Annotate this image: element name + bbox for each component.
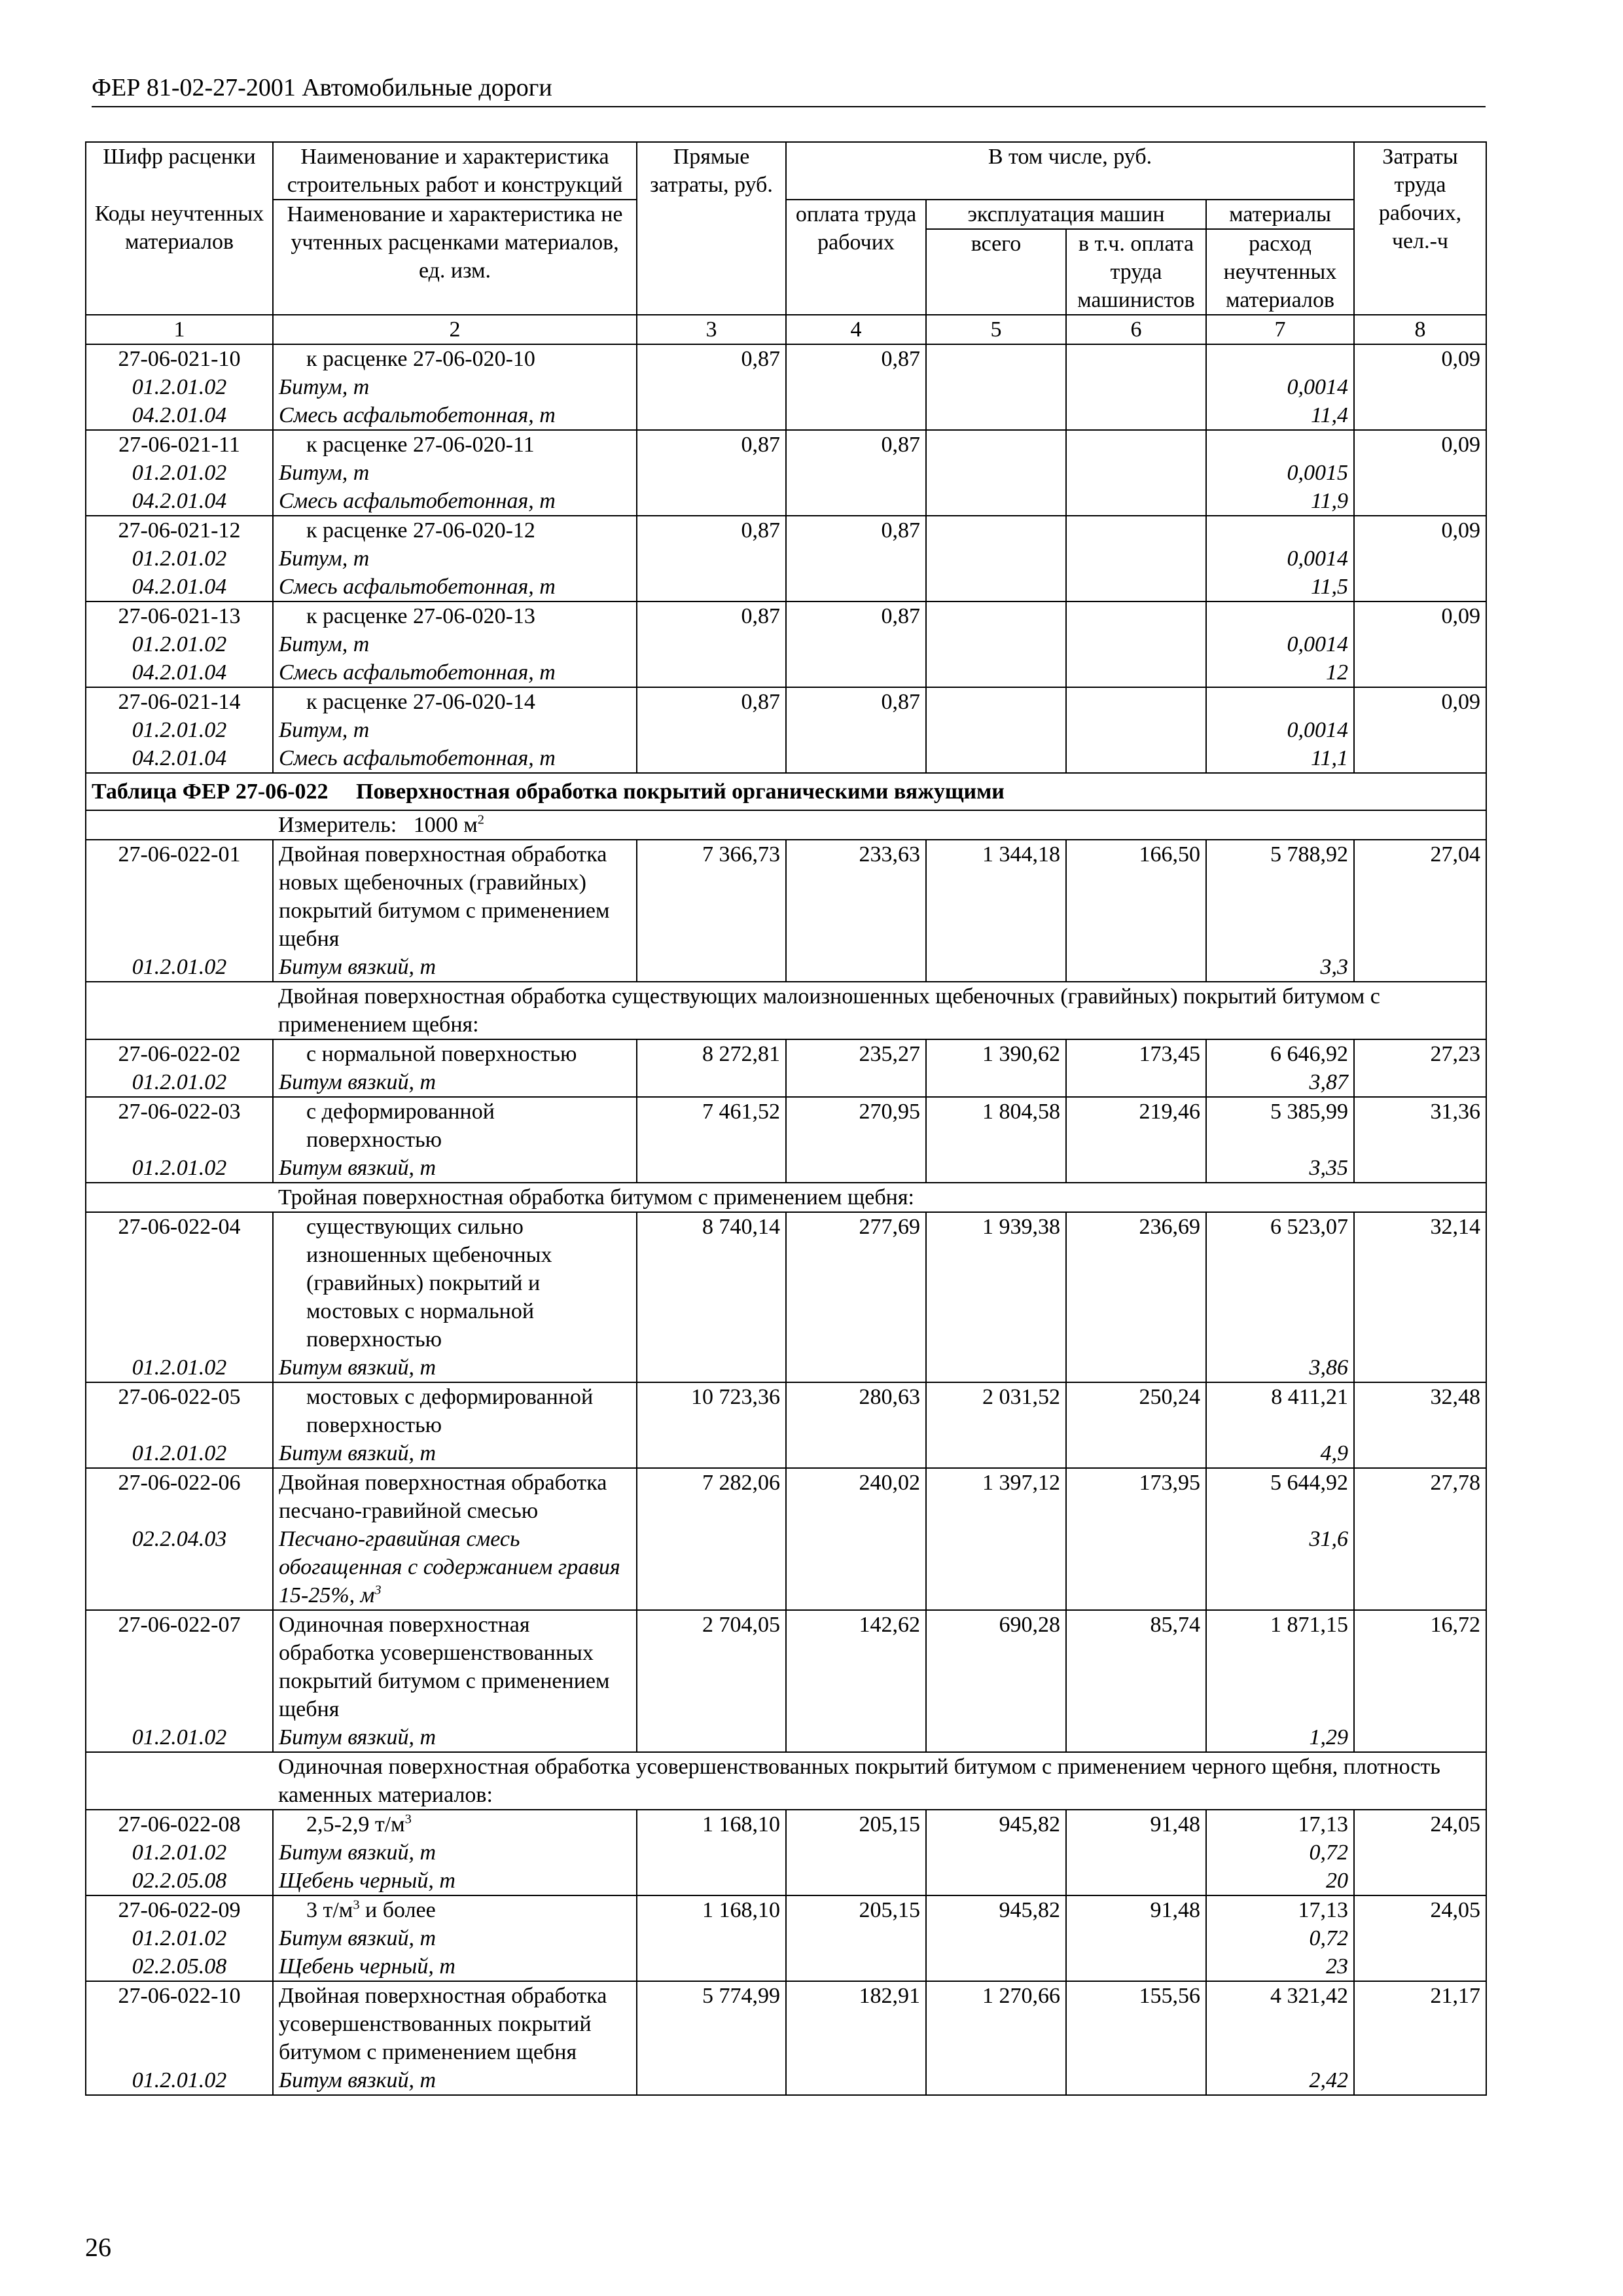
header-mat-unacc: расход неучтенных материалов bbox=[1206, 229, 1354, 315]
material-row bbox=[86, 1839, 1486, 1867]
row-mach-total: 1 397,12 bbox=[926, 1468, 1066, 1525]
material-name: Битум, т bbox=[273, 373, 637, 401]
row-wages: 270,95 bbox=[786, 1097, 926, 1154]
material-row bbox=[86, 373, 1486, 401]
row-mach-wages: 155,56 bbox=[1066, 1981, 1206, 2066]
row-code: 27-06-021-10 bbox=[86, 344, 273, 373]
row-name-tail: и более bbox=[359, 1898, 436, 1922]
row-labor: 31,36 bbox=[1354, 1097, 1486, 1154]
row-direct: 2 704,05 bbox=[637, 1610, 786, 1723]
material-name: Битум вязкий, т bbox=[273, 1924, 637, 1952]
material-code: 01.2.01.02 bbox=[86, 459, 273, 487]
row-mach-wages: 173,95 bbox=[1066, 1468, 1206, 1525]
material-code: 02.2.04.03 bbox=[86, 1525, 273, 1610]
row-mach-wages: 173,45 bbox=[1066, 1039, 1206, 1068]
material-name: Битум вязкий, т bbox=[273, 1354, 637, 1382]
table-row bbox=[86, 840, 1486, 953]
material-code: 01.2.01.02 bbox=[86, 373, 273, 401]
row-code: 27-06-021-13 bbox=[86, 601, 273, 630]
material-code: 04.2.01.04 bbox=[86, 573, 273, 601]
row-direct: 7 461,52 bbox=[637, 1097, 786, 1154]
table-row bbox=[86, 344, 1486, 373]
row-wages: 205,15 bbox=[786, 1810, 926, 1839]
material-code: 01.2.01.02 bbox=[86, 630, 273, 658]
material-name: Смесь асфальтобетонная, т bbox=[273, 744, 637, 773]
measure-label: Измеритель: bbox=[278, 813, 397, 837]
group-title: Двойная поверхностная обработка существующих малоизношенных щебеночных (гравийных) покрытий битумом с применением щебня: bbox=[273, 982, 1486, 1039]
header-incl: В том числе, руб. bbox=[786, 142, 1354, 200]
row-code: 27-06-022-08 bbox=[86, 1810, 273, 1839]
group-title: Тройная поверхностная обработка битумом с применением щебня: bbox=[273, 1183, 1486, 1212]
material-value: 3,35 bbox=[1206, 1154, 1354, 1183]
header-wages: оплата труда рабочих bbox=[786, 200, 926, 315]
row-labor: 24,05 bbox=[1354, 1895, 1486, 1924]
row-direct: 1 168,10 bbox=[637, 1810, 786, 1839]
material-value: 23 bbox=[1206, 1952, 1354, 1981]
row-direct: 0,87 bbox=[637, 601, 786, 630]
col-num: 8 bbox=[1354, 315, 1486, 344]
row-mach-total: 1 804,58 bbox=[926, 1097, 1066, 1154]
material-value: 0,0014 bbox=[1206, 545, 1354, 573]
col-num: 4 bbox=[786, 315, 926, 344]
row-labor: 0,09 bbox=[1354, 430, 1486, 459]
row-labor: 21,17 bbox=[1354, 1981, 1486, 2066]
material-row bbox=[86, 1723, 1486, 1752]
material-code: 01.2.01.02 bbox=[86, 1354, 273, 1382]
row-name: к расценке 27-06-020-10 bbox=[273, 344, 637, 373]
material-row bbox=[86, 1439, 1486, 1468]
row-mach-total: 1 270,66 bbox=[926, 1981, 1066, 2066]
material-value: 11,4 bbox=[1206, 401, 1354, 430]
row-labor: 27,23 bbox=[1354, 1039, 1486, 1068]
row-wages: 0,87 bbox=[786, 687, 926, 716]
material-value: 11,9 bbox=[1206, 487, 1354, 516]
page-header: ФЕР 81-02-27-2001 Автомобильные дороги bbox=[92, 73, 1486, 107]
header-mach: эксплуатация машин bbox=[926, 200, 1206, 229]
material-row bbox=[86, 401, 1486, 430]
material-name: Битум вязкий, т bbox=[273, 2066, 637, 2095]
material-code: 01.2.01.02 bbox=[86, 1839, 273, 1867]
material-name: Щебень черный, т bbox=[273, 1867, 637, 1895]
material-name: Щебень черный, т bbox=[273, 1952, 637, 1981]
material-value: 3,86 bbox=[1206, 1354, 1354, 1382]
col-num: 5 bbox=[926, 315, 1066, 344]
group-row bbox=[86, 1752, 1486, 1810]
page-number: 26 bbox=[85, 2233, 111, 2262]
row-wages: 280,63 bbox=[786, 1382, 926, 1439]
row-code: 27-06-022-05 bbox=[86, 1382, 273, 1439]
material-value: 3,3 bbox=[1206, 953, 1354, 982]
row-direct: 0,87 bbox=[637, 344, 786, 373]
row-direct: 10 723,36 bbox=[637, 1382, 786, 1439]
material-value: 0,0014 bbox=[1206, 373, 1354, 401]
row-mach-wages: 219,46 bbox=[1066, 1097, 1206, 1154]
table-row bbox=[86, 1097, 1486, 1154]
material-value: 3,87 bbox=[1206, 1068, 1354, 1097]
table-row bbox=[86, 1468, 1486, 1525]
material-name: Смесь асфальтобетонная, т bbox=[273, 658, 637, 687]
row-labor: 0,09 bbox=[1354, 344, 1486, 373]
row-name: с деформированной поверхностью bbox=[273, 1097, 637, 1154]
material-value: 0,0014 bbox=[1206, 716, 1354, 744]
row-name bbox=[273, 1895, 637, 1924]
table-row bbox=[86, 1895, 1486, 1924]
row-materials: 1 871,15 bbox=[1206, 1610, 1354, 1723]
material-unit-sup: 3 bbox=[374, 1583, 382, 1598]
row-direct: 0,87 bbox=[637, 687, 786, 716]
material-value: 2,42 bbox=[1206, 2066, 1354, 2095]
row-code: 27-06-022-01 bbox=[86, 840, 273, 953]
material-value: 4,9 bbox=[1206, 1439, 1354, 1468]
group-title: Одиночная поверхностная обработка усовершенствованных покрытий битумом с применением черного щебня, плотность каменных материалов: bbox=[273, 1752, 1486, 1810]
material-row bbox=[86, 545, 1486, 573]
measure bbox=[273, 810, 1486, 840]
col-num: 2 bbox=[273, 315, 637, 344]
row-direct: 8 272,81 bbox=[637, 1039, 786, 1068]
row-name: Одиночная поверхностная обработка усовершенствованных покрытий битумом с применением щебня bbox=[273, 1610, 637, 1723]
row-name: Двойная поверхностная обработка песчано-гравийной смесью bbox=[273, 1468, 637, 1525]
row-mach-wages: 166,50 bbox=[1066, 840, 1206, 953]
material-row bbox=[86, 2066, 1486, 2095]
material-value: 31,6 bbox=[1206, 1525, 1354, 1610]
row-materials: 5 788,92 bbox=[1206, 840, 1354, 953]
row-wages: 235,27 bbox=[786, 1039, 926, 1068]
row-mach-wages: 91,48 bbox=[1066, 1810, 1206, 1839]
material-code: 01.2.01.02 bbox=[86, 716, 273, 744]
material-row bbox=[86, 1068, 1486, 1097]
material-row bbox=[86, 744, 1486, 773]
row-name-text: 3 т/м bbox=[306, 1898, 353, 1922]
material-code: 01.2.01.02 bbox=[86, 1924, 273, 1952]
material-name: Битум, т bbox=[273, 459, 637, 487]
row-direct: 8 740,14 bbox=[637, 1212, 786, 1354]
row-name: с нормальной поверхностью bbox=[273, 1039, 637, 1068]
material-name: Битум, т bbox=[273, 716, 637, 744]
table-row bbox=[86, 1212, 1486, 1354]
material-code: 01.2.01.02 bbox=[86, 1068, 273, 1097]
row-mach-wages: 236,69 bbox=[1066, 1212, 1206, 1354]
row-direct: 0,87 bbox=[637, 516, 786, 545]
header-materials: материалы bbox=[1206, 200, 1354, 229]
material-code: 02.2.05.08 bbox=[86, 1952, 273, 1981]
row-code: 27-06-022-10 bbox=[86, 1981, 273, 2066]
material-name: Смесь асфальтобетонная, т bbox=[273, 401, 637, 430]
row-name: к расценке 27-06-020-13 bbox=[273, 601, 637, 630]
header-direct: Прямые затраты, руб. bbox=[637, 142, 786, 315]
table-row bbox=[86, 601, 1486, 630]
row-code: 27-06-022-07 bbox=[86, 1610, 273, 1723]
table-title: Таблица ФЕР 27-06-022 Поверхностная обработка покрытий органическими вяжущими bbox=[86, 773, 1486, 810]
material-name: Битум, т bbox=[273, 545, 637, 573]
rows-022 bbox=[86, 840, 1486, 2095]
material-code: 04.2.01.04 bbox=[86, 487, 273, 516]
material-row bbox=[86, 459, 1486, 487]
row-name: Двойная поверхностная обработка новых щебеночных (гравийных) покрытий битумом с применением щебня bbox=[273, 840, 637, 953]
row-code: 27-06-022-09 bbox=[86, 1895, 273, 1924]
material-value: 0,0014 bbox=[1206, 630, 1354, 658]
row-mach-total: 1 344,18 bbox=[926, 840, 1066, 953]
rows-021 bbox=[86, 344, 1486, 773]
row-code: 27-06-022-04 bbox=[86, 1212, 273, 1354]
row-name-text: 2,5-2,9 т/м bbox=[306, 1812, 405, 1837]
row-name: к расценке 27-06-020-14 bbox=[273, 687, 637, 716]
row-name: Двойная поверхностная обработка усовершенствованных покрытий битумом с применением щебня bbox=[273, 1981, 637, 2066]
row-mach-wages: 250,24 bbox=[1066, 1382, 1206, 1439]
material-name: Битум вязкий, т bbox=[273, 1439, 637, 1468]
row-mach-wages: 91,48 bbox=[1066, 1895, 1206, 1924]
material-name: Битум вязкий, т bbox=[273, 1068, 637, 1097]
row-labor: 27,78 bbox=[1354, 1468, 1486, 1525]
material-row bbox=[86, 716, 1486, 744]
row-mach-total: 1 939,38 bbox=[926, 1212, 1066, 1354]
material-value: 1,29 bbox=[1206, 1723, 1354, 1752]
row-wages: 240,02 bbox=[786, 1468, 926, 1525]
row-labor: 16,72 bbox=[1354, 1610, 1486, 1723]
material-row bbox=[86, 487, 1486, 516]
row-wages: 0,87 bbox=[786, 430, 926, 459]
header-labor: Затраты труда рабочих, чел.-ч bbox=[1354, 142, 1486, 315]
table-022 bbox=[86, 773, 1486, 840]
header-name-unacc: Наименование и характеристика не учтенных расценками материалов, ед. изм. bbox=[273, 200, 637, 315]
material-name: Битум вязкий, т bbox=[273, 1154, 637, 1183]
material-name: Смесь асфальтобетонная, т bbox=[273, 573, 637, 601]
row-mach-total: 2 031,52 bbox=[926, 1382, 1066, 1439]
row-code: 27-06-022-03 bbox=[86, 1097, 273, 1154]
row-wages: 0,87 bbox=[786, 516, 926, 545]
table-header bbox=[86, 142, 1486, 344]
material-code: 01.2.01.02 bbox=[86, 1439, 273, 1468]
table-row bbox=[86, 1981, 1486, 2066]
row-direct: 1 168,10 bbox=[637, 1895, 786, 1924]
material-value: 0,0015 bbox=[1206, 459, 1354, 487]
row-mach-total: 690,28 bbox=[926, 1610, 1066, 1723]
row-direct: 5 774,99 bbox=[637, 1981, 786, 2066]
row-code: 27-06-021-11 bbox=[86, 430, 273, 459]
row-materials: 8 411,21 bbox=[1206, 1382, 1354, 1439]
material-value: 11,5 bbox=[1206, 573, 1354, 601]
row-labor: 32,48 bbox=[1354, 1382, 1486, 1439]
table-row bbox=[86, 516, 1486, 545]
material-code: 01.2.01.02 bbox=[86, 545, 273, 573]
material-code: 01.2.01.02 bbox=[86, 1723, 273, 1752]
header-name: Наименование и характеристика строительных работ и конструкций bbox=[273, 142, 637, 200]
row-materials: 17,13 bbox=[1206, 1810, 1354, 1839]
row-code: 27-06-021-12 bbox=[86, 516, 273, 545]
col-num: 7 bbox=[1206, 315, 1354, 344]
row-materials: 5 385,99 bbox=[1206, 1097, 1354, 1154]
material-code: 04.2.01.04 bbox=[86, 658, 273, 687]
row-wages: 182,91 bbox=[786, 1981, 926, 2066]
material-value: 12 bbox=[1206, 658, 1354, 687]
col-num: 6 bbox=[1066, 315, 1206, 344]
material-code: 01.2.01.02 bbox=[86, 1154, 273, 1183]
row-direct: 0,87 bbox=[637, 430, 786, 459]
material-name-text: Песчано-гравийная смесь обогащенная с содержанием гравия 15-25%, м bbox=[279, 1527, 620, 1607]
table-row bbox=[86, 1039, 1486, 1068]
measure-value: 1000 м bbox=[413, 813, 478, 837]
row-wages: 277,69 bbox=[786, 1212, 926, 1354]
row-labor: 0,09 bbox=[1354, 516, 1486, 545]
material-row bbox=[86, 630, 1486, 658]
material-name: Битум вязкий, т bbox=[273, 1839, 637, 1867]
material-row bbox=[86, 1154, 1486, 1183]
price-table bbox=[85, 141, 1487, 2096]
row-name: мостовых с деформированной поверхностью bbox=[273, 1382, 637, 1439]
material-name bbox=[273, 1525, 637, 1610]
material-code: 04.2.01.04 bbox=[86, 401, 273, 430]
measure-sup: 2 bbox=[477, 812, 484, 827]
row-labor: 0,09 bbox=[1354, 687, 1486, 716]
row-mach-wages: 85,74 bbox=[1066, 1610, 1206, 1723]
material-value: 20 bbox=[1206, 1867, 1354, 1895]
row-direct: 7 282,06 bbox=[637, 1468, 786, 1525]
table-row bbox=[86, 430, 1486, 459]
col-num: 3 bbox=[637, 315, 786, 344]
row-name: к расценке 27-06-020-11 bbox=[273, 430, 637, 459]
row-name-sup: 3 bbox=[353, 1897, 360, 1912]
row-labor: 0,09 bbox=[1354, 601, 1486, 630]
row-name: к расценке 27-06-020-12 bbox=[273, 516, 637, 545]
group-row bbox=[86, 982, 1486, 1039]
material-code: 01.2.01.02 bbox=[86, 953, 273, 982]
material-value: 0,72 bbox=[1206, 1839, 1354, 1867]
header-mach-wages: в т.ч. оплата труда машинистов bbox=[1066, 229, 1206, 315]
material-row bbox=[86, 1525, 1486, 1610]
material-row bbox=[86, 1924, 1486, 1952]
material-code: 04.2.01.04 bbox=[86, 744, 273, 773]
material-code: 02.2.05.08 bbox=[86, 1867, 273, 1895]
row-wages: 142,62 bbox=[786, 1610, 926, 1723]
row-code: 27-06-022-02 bbox=[86, 1039, 273, 1068]
row-wages: 205,15 bbox=[786, 1895, 926, 1924]
row-materials: 17,13 bbox=[1206, 1895, 1354, 1924]
row-labor: 27,04 bbox=[1354, 840, 1486, 953]
row-mach-total: 945,82 bbox=[926, 1810, 1066, 1839]
material-row bbox=[86, 1867, 1486, 1895]
material-value: 11,1 bbox=[1206, 744, 1354, 773]
row-wages: 233,63 bbox=[786, 840, 926, 953]
col-num: 1 bbox=[86, 315, 273, 344]
table-row bbox=[86, 1610, 1486, 1723]
material-name: Битум, т bbox=[273, 630, 637, 658]
material-name: Смесь асфальтобетонная, т bbox=[273, 487, 637, 516]
row-materials: 5 644,92 bbox=[1206, 1468, 1354, 1525]
material-row bbox=[86, 1952, 1486, 1981]
material-row bbox=[86, 658, 1486, 687]
header-code: Шифр расценки bbox=[86, 142, 273, 200]
row-name: существующих сильно изношенных щебеночных (гравийных) покрытий и мостовых с нормальной поверхностью bbox=[273, 1212, 637, 1354]
row-mach-total: 945,82 bbox=[926, 1895, 1066, 1924]
row-materials: 4 321,42 bbox=[1206, 1981, 1354, 2066]
row-direct: 7 366,73 bbox=[637, 840, 786, 953]
group-row bbox=[86, 1183, 1486, 1212]
row-code: 27-06-021-14 bbox=[86, 687, 273, 716]
header-codes-unacc: Коды неучтенных материалов bbox=[86, 200, 273, 315]
row-labor: 32,14 bbox=[1354, 1212, 1486, 1354]
row-mach-total: 1 390,62 bbox=[926, 1039, 1066, 1068]
row-wages: 0,87 bbox=[786, 601, 926, 630]
table-row bbox=[86, 687, 1486, 716]
row-labor: 24,05 bbox=[1354, 1810, 1486, 1839]
material-value: 0,72 bbox=[1206, 1924, 1354, 1952]
row-materials: 6 523,07 bbox=[1206, 1212, 1354, 1354]
row-materials: 6 646,92 bbox=[1206, 1039, 1354, 1068]
material-code: 01.2.01.02 bbox=[86, 2066, 273, 2095]
header-mach-total: всего bbox=[926, 229, 1066, 315]
table-row bbox=[86, 1810, 1486, 1839]
material-row bbox=[86, 573, 1486, 601]
material-name: Битум вязкий, т bbox=[273, 1723, 637, 1752]
table-row bbox=[86, 1382, 1486, 1439]
row-name-sup: 3 bbox=[404, 1812, 412, 1827]
row-code: 27-06-022-06 bbox=[86, 1468, 273, 1525]
material-name: Битум вязкий, т bbox=[273, 953, 637, 982]
material-row bbox=[86, 953, 1486, 982]
material-row bbox=[86, 1354, 1486, 1382]
row-wages: 0,87 bbox=[786, 344, 926, 373]
row-name bbox=[273, 1810, 637, 1839]
